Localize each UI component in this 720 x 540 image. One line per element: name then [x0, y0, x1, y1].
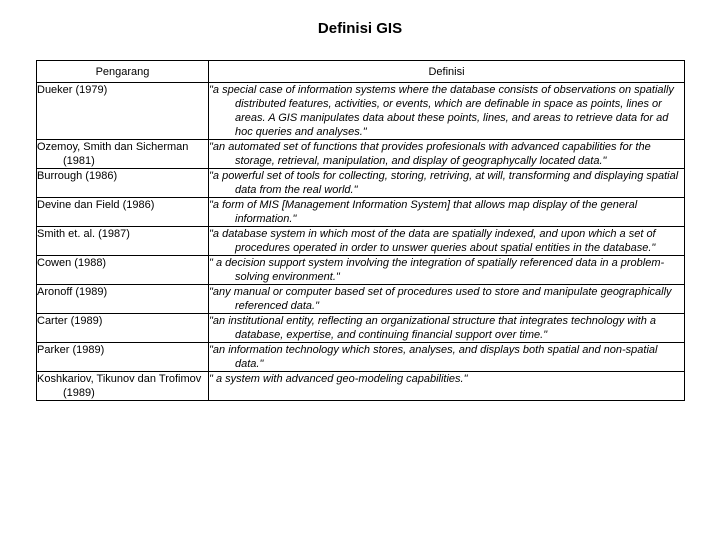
author-text: Parker (1989) [37, 344, 105, 356]
author-text: Koshkariov, Tikunov dan Trofimov (1989) [37, 373, 202, 399]
definition-cell [209, 169, 685, 198]
table-row [37, 256, 685, 285]
column-header-author: Pengarang [37, 61, 209, 83]
definition-cell [209, 314, 685, 343]
author-cell [37, 343, 209, 372]
author-text: Aronoff (1989) [37, 286, 108, 298]
author-text: Smith et. al. (1987) [37, 228, 130, 240]
definition-text: " a system with advanced geo-modeling capabilities." [209, 373, 468, 385]
definition-text: "an information technology which stores, analyses, and displays both spatial and non-spatial data." [209, 344, 658, 370]
table-row [37, 285, 685, 314]
author-cell [37, 314, 209, 343]
author-text: Devine dan Field (1986) [37, 199, 155, 211]
author-cell [37, 372, 209, 401]
table-row [37, 314, 685, 343]
table-row [37, 198, 685, 227]
definition-text: " a decision support system involving the integration of spatially referenced data in a problem-solving environment." [209, 257, 665, 283]
table-row [37, 372, 685, 401]
definition-text: "an institutional entity, reflecting an organizational structure that integrates technology with a database, expertise, and continuing financial support over time." [209, 315, 657, 341]
table-row [37, 343, 685, 372]
author-text: Cowen (1988) [37, 257, 107, 269]
column-header-definition: Definisi [209, 61, 685, 83]
definition-text: "any manual or computer based set of procedures used to store and manipulate geographically referenced data." [209, 286, 672, 312]
author-cell [37, 227, 209, 256]
definition-cell [209, 140, 685, 169]
author-text: Dueker (1979) [37, 84, 108, 96]
definition-text: "a database system in which most of the data are spatially indexed, and upon which a set of procedures operated in order to unswer queries about spatial entities in the database." [209, 228, 656, 254]
definition-text: "a powerful set of tools for collecting, storing, retriving, at will, transforming and displaying spatial data from the real world." [209, 170, 679, 196]
author-cell [37, 83, 209, 140]
definition-text: "a form of MIS [Management Information System] that allows map display of the general information." [209, 199, 638, 225]
table-row [37, 140, 685, 169]
author-text: Carter (1989) [37, 315, 103, 327]
author-cell [37, 198, 209, 227]
definition-cell [209, 343, 685, 372]
author-cell [37, 285, 209, 314]
definition-cell [209, 372, 685, 401]
table-row [37, 83, 685, 140]
definition-text: "an automated set of functions that provides profesionals with advanced capabilities for the storage, retrieval, manipulation, and display of geographycally located data." [209, 141, 651, 167]
author-text: Burrough (1986) [37, 170, 118, 182]
table-row [37, 227, 685, 256]
definition-cell [209, 256, 685, 285]
author-text: Ozemoy, Smith dan Sicherman (1981) [37, 141, 189, 167]
table-row [37, 169, 685, 198]
author-cell [37, 256, 209, 285]
definition-cell [209, 227, 685, 256]
author-cell [37, 140, 209, 169]
definitions-table [36, 60, 685, 401]
author-cell [37, 169, 209, 198]
definition-cell [209, 83, 685, 140]
definition-cell [209, 285, 685, 314]
definition-cell [209, 198, 685, 227]
definition-text: "a special case of information systems where the database consists of observations on spatially distributed features, activities, or events, which are definable in space as points, lines or areas. A GIS manipulates data about these points, lines, and areas to retrieve data for ad hoc queries and analyses." [209, 84, 674, 138]
table-header-row [37, 61, 685, 83]
page-title: Definisi GIS [317, 20, 403, 37]
